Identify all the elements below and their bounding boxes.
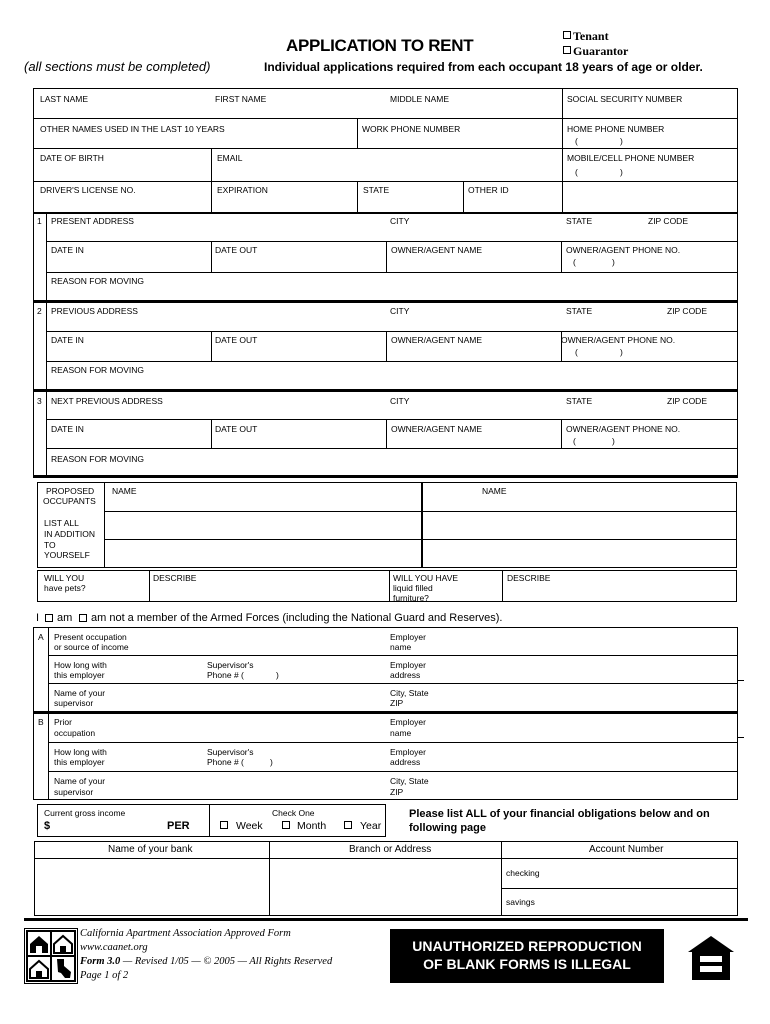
address-3-paren-open: ( — [573, 436, 576, 446]
address-3-city-field[interactable]: CITY — [390, 396, 410, 406]
checking-account-field[interactable]: checking — [506, 868, 540, 878]
expiration-field[interactable]: EXPIRATION — [217, 185, 268, 195]
employment-b-how-long-2[interactable]: this employer — [54, 757, 105, 767]
present-occupation-label-1[interactable]: Present occupation — [54, 632, 127, 642]
address-1-owner-phone-field[interactable]: OWNER/AGENT PHONE NO. — [566, 245, 681, 255]
drivers-license-field[interactable]: DRIVER'S LICENSE NO. — [40, 185, 136, 195]
financial-obligations-note-2: following page — [409, 822, 486, 834]
mobile-phone-field[interactable]: MOBILE/CELL PHONE NUMBER — [567, 153, 695, 163]
address-2-owner-field[interactable]: OWNER/AGENT NAME — [391, 335, 482, 345]
tenant-label: Tenant — [573, 29, 609, 43]
address-3-owner-phone-field[interactable]: OWNER/AGENT PHONE NO. — [566, 424, 681, 434]
address-1-reason-field[interactable]: REASON FOR MOVING — [51, 276, 145, 286]
address-2-owner-phone-field[interactable]: OWNER/AGENT PHONE NO. — [561, 335, 676, 345]
pets-label-1: WILL YOU — [44, 573, 85, 583]
equal-housing-icon — [686, 934, 736, 984]
license-state-field[interactable]: STATE — [363, 185, 390, 195]
month-label: Month — [297, 820, 327, 832]
address-3-paren-close: ) — [612, 436, 615, 446]
caa-logo — [24, 928, 78, 984]
list-all-label-1: LIST ALL — [44, 518, 79, 528]
bank-branch-header: Branch or Address — [349, 844, 432, 855]
pets-label-2: have pets? — [44, 583, 86, 593]
mobile-phone-paren-open: ( — [575, 167, 578, 177]
page-title: APPLICATION TO RENT — [286, 36, 474, 55]
present-occupation-label-2[interactable]: or source of income — [54, 642, 129, 652]
address-1-state-field[interactable]: STATE — [566, 216, 593, 226]
furniture-describe-field[interactable]: DESCRIBE — [507, 573, 551, 583]
address-3-reason-field[interactable]: REASON FOR MOVING — [51, 454, 145, 464]
liquid-furniture-label-2: liquid filled — [393, 583, 433, 593]
address-3-date-out-field[interactable]: DATE OUT — [215, 424, 258, 434]
ssn-field[interactable]: SOCIAL SECURITY NUMBER — [567, 94, 683, 104]
employment-a-supervisor-phone-2[interactable]: Phone # ( — [207, 670, 244, 680]
address-1-city-field[interactable]: CITY — [390, 216, 410, 226]
employment-a-supervisor-name-1[interactable]: Name of your — [54, 688, 106, 698]
employment-a-letter: A — [38, 632, 44, 642]
dob-field[interactable]: DATE OF BIRTH — [40, 153, 104, 163]
proposed-occupants-label-1: PROPOSED — [46, 486, 95, 496]
home-phone-paren-close: ) — [620, 136, 623, 146]
employment-a-how-long-1[interactable]: How long with — [54, 660, 107, 670]
address-1-date-in-field[interactable]: DATE IN — [51, 245, 84, 255]
occupant-name-right-field[interactable]: NAME — [482, 486, 507, 496]
first-name-field[interactable]: FIRST NAME — [215, 94, 267, 104]
check-one-label: Check One — [272, 808, 315, 818]
address-3-number: 3 — [37, 396, 42, 406]
address-2-state-field[interactable]: STATE — [566, 306, 593, 316]
year-checkbox[interactable] — [344, 821, 352, 829]
armed-forces-am-checkbox[interactable] — [45, 614, 53, 622]
guarantor-checkbox[interactable] — [563, 46, 571, 54]
address-1-zip-field[interactable]: ZIP CODE — [648, 216, 688, 226]
week-checkbox[interactable] — [220, 821, 228, 829]
footer-website-link[interactable]: www.caanet.org — [80, 942, 148, 953]
mobile-phone-paren-close: ) — [620, 167, 623, 177]
address-1-paren-close: ) — [612, 257, 615, 267]
employment-a-supervisor-phone-1[interactable]: Supervisor's — [207, 660, 254, 670]
bank-account-header: Account Number — [589, 844, 664, 855]
employment-b-supervisor-name-2[interactable]: supervisor — [54, 787, 94, 797]
financial-obligations-note-1: Please list ALL of your financial obligations below and on — [409, 808, 710, 820]
month-checkbox[interactable] — [282, 821, 290, 829]
armed-forces-am-label: am — [57, 612, 73, 624]
pets-furniture-row — [37, 570, 737, 602]
warning-line-2: OF BLANK FORMS IS ILLEGAL — [423, 956, 631, 972]
email-field[interactable]: EMAIL — [217, 153, 243, 163]
employment-b-supervisor-phone-2[interactable]: Phone # ( — [207, 757, 244, 767]
address-2-reason-field[interactable]: REASON FOR MOVING — [51, 365, 145, 375]
employer-a-name-label-2[interactable]: name — [390, 642, 412, 652]
employment-b-city-1[interactable]: City, State — [390, 776, 429, 786]
address-3-state-field[interactable]: STATE — [566, 396, 593, 406]
home-phone-paren-open: ( — [575, 136, 578, 146]
address-2-paren-close: ) — [620, 347, 623, 357]
employment-a-how-long-2[interactable]: this employer — [54, 670, 105, 680]
gross-income-dollar[interactable]: $ — [44, 820, 51, 832]
address-2-date-out-field[interactable]: DATE OUT — [215, 335, 258, 345]
employer-b-name-label-2[interactable]: name — [390, 728, 412, 738]
armed-forces-statement: am not a member of the Armed Forces (including the National Guard and Reserves). — [91, 612, 503, 624]
liquid-furniture-label-1: WILL YOU HAVE — [393, 573, 459, 583]
address-2-city-field[interactable]: CITY — [390, 306, 410, 316]
employer-a-name-label-1[interactable]: Employer — [390, 632, 426, 642]
employment-a-supervisor-name-2[interactable]: supervisor — [54, 698, 94, 708]
address-3-date-in-field[interactable]: DATE IN — [51, 424, 84, 434]
footer-form-number: Form 3.0 — [80, 956, 121, 967]
employer-a-address-label-2[interactable]: address — [390, 670, 421, 680]
caa-house-logo-icon — [24, 928, 78, 984]
address-1-paren-open: ( — [573, 257, 576, 267]
home-phone-field[interactable]: HOME PHONE NUMBER — [567, 124, 665, 134]
footer-revision: — Revised 1/05 — © 2005 — All Rights Reserved — [120, 956, 333, 967]
employment-b-letter: B — [38, 717, 44, 727]
armed-forces-prefix: I — [36, 612, 40, 624]
guarantor-label: Guarantor — [573, 44, 629, 58]
footer-approved-form: California Apartment Association Approved Form — [80, 928, 291, 939]
employer-a-address-label-1[interactable]: Employer — [390, 660, 426, 670]
employment-a-supervisor-phone-3: ) — [276, 670, 279, 680]
address-2-zip-field[interactable]: ZIP CODE — [667, 306, 707, 316]
previous-address-field[interactable]: PREVIOUS ADDRESS — [51, 306, 138, 316]
year-label: Year — [360, 820, 382, 832]
footer-page-number: Page 1 of 2 — [80, 970, 129, 981]
employment-b-how-long-1[interactable]: How long with — [54, 747, 107, 757]
footer-form-version — [80, 956, 332, 967]
address-1-owner-field[interactable]: OWNER/AGENT NAME — [391, 245, 482, 255]
work-phone-field[interactable]: WORK PHONE NUMBER — [362, 124, 461, 134]
occupant-name-left-field[interactable]: NAME — [112, 486, 137, 496]
employer-b-name-label-1[interactable]: Employer — [390, 717, 426, 727]
other-names-field[interactable]: OTHER NAMES USED IN THE LAST 10 YEARS — [40, 124, 225, 134]
address-1-date-out-field[interactable]: DATE OUT — [215, 245, 258, 255]
other-id-field[interactable]: OTHER ID — [468, 185, 509, 195]
list-all-label-2: IN ADDITION — [44, 529, 96, 539]
address-2-number: 2 — [37, 306, 42, 316]
employment-b-supervisor-phone-3: ) — [270, 757, 273, 767]
subtitle-all-sections: (all sections must be completed) — [24, 59, 211, 74]
last-name-field[interactable]: LAST NAME — [40, 94, 89, 104]
bank-name-header: Name of your bank — [108, 844, 193, 855]
pets-describe-field[interactable]: DESCRIBE — [153, 573, 197, 583]
employment-a-city-1[interactable]: City, State — [390, 688, 429, 698]
savings-account-field[interactable]: savings — [506, 897, 535, 907]
address-2-paren-open: ( — [575, 347, 578, 357]
address-3-zip-field[interactable]: ZIP CODE — [667, 396, 707, 406]
next-previous-address-field[interactable]: NEXT PREVIOUS ADDRESS — [51, 396, 163, 406]
employer-b-address-label-2[interactable]: address — [390, 757, 421, 767]
address-1-number: 1 — [37, 216, 42, 226]
tenant-checkbox[interactable] — [563, 31, 571, 39]
address-2-date-in-field[interactable]: DATE IN — [51, 335, 84, 345]
warning-line-1: UNAUTHORIZED REPRODUCTION — [412, 938, 642, 954]
proposed-occupants-label-2: OCCUPANTS — [43, 496, 96, 506]
liquid-furniture-label-3: furniture? — [393, 593, 429, 603]
week-label: Week — [236, 820, 263, 832]
employment-b-supervisor-phone-1[interactable]: Supervisor's — [207, 747, 254, 757]
unauthorized-reproduction-banner — [390, 929, 664, 983]
prior-occupation-label-1[interactable]: Prior — [54, 717, 72, 727]
gross-income-per[interactable]: PER — [167, 820, 190, 832]
present-address-field[interactable]: PRESENT ADDRESS — [51, 216, 134, 226]
footer-rule — [24, 918, 748, 921]
middle-name-field[interactable]: MIDDLE NAME — [390, 94, 450, 104]
employer-b-address-label-1[interactable]: Employer — [390, 747, 426, 757]
armed-forces-am-not-checkbox[interactable] — [79, 614, 87, 622]
address-3-owner-field[interactable]: OWNER/AGENT NAME — [391, 424, 482, 434]
employment-b-city-2[interactable]: ZIP — [390, 787, 404, 797]
occupants-section — [37, 482, 737, 568]
gross-income-label: Current gross income — [44, 808, 126, 818]
list-all-label-3: TO — [44, 540, 56, 550]
employment-a-city-2[interactable]: ZIP — [390, 698, 404, 708]
list-all-label-4: YOURSELF — [44, 550, 90, 560]
prior-occupation-label-2[interactable]: occupation — [54, 728, 96, 738]
subtitle-individual-applications: Individual applications required from each occupant 18 years of age or older. — [264, 60, 703, 74]
employment-b-supervisor-name-1[interactable]: Name of your — [54, 776, 106, 786]
